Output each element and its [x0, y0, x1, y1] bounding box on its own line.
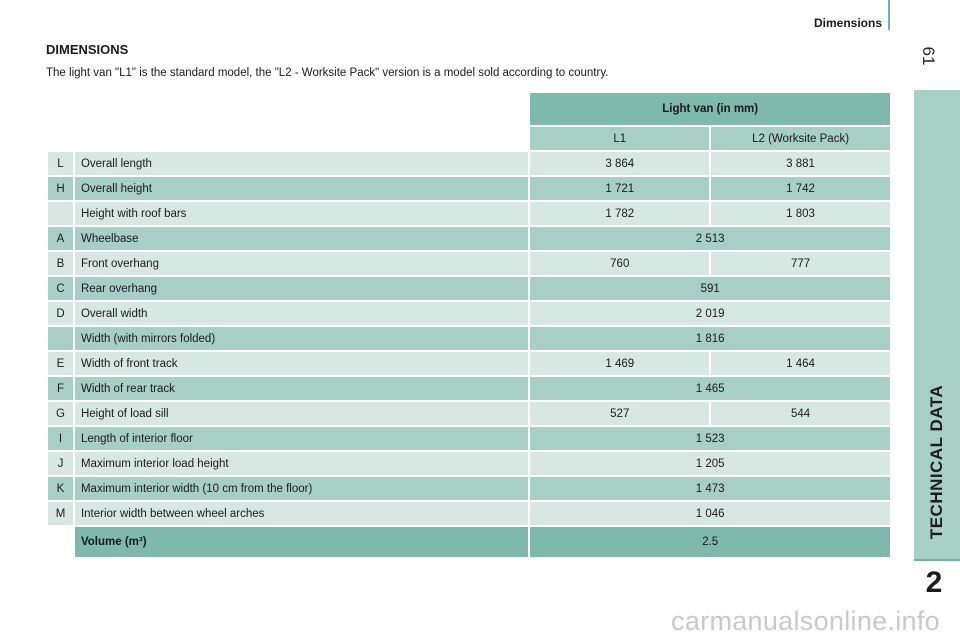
dimension-code: D: [47, 301, 74, 326]
running-head: Dimensions: [813, 16, 882, 30]
dimension-code: [47, 326, 74, 351]
dimension-description: Overall width: [74, 301, 529, 326]
dimension-value-l1: 527: [529, 401, 710, 426]
dimension-value-shared: 1 523: [529, 426, 891, 451]
dimension-description: Width of front track: [74, 351, 529, 376]
dimension-description: Front overhang: [74, 251, 529, 276]
dimension-value-shared: 1 046: [529, 501, 891, 526]
dimension-value-l2: 1 742: [710, 176, 891, 201]
table-row: [47, 401, 891, 426]
dimension-description: Maximum interior load height: [74, 451, 529, 476]
page-number: 61: [919, 46, 938, 66]
dimension-value-l2: 777: [710, 251, 891, 276]
dimension-value-l1: 1 721: [529, 176, 710, 201]
dimension-description: Overall length: [74, 151, 529, 176]
dimension-code: K: [47, 476, 74, 501]
table-row: [47, 376, 891, 401]
chapter-number: 2: [925, 566, 943, 599]
table-row: [47, 301, 891, 326]
dimension-description: Wheelbase: [74, 226, 529, 251]
dimension-value-l2: 544: [710, 401, 891, 426]
dimension-code: G: [47, 401, 74, 426]
volume-value: 2.5: [529, 526, 891, 558]
dimension-value-shared: 1 473: [529, 476, 891, 501]
dimension-description: Height with roof bars: [74, 201, 529, 226]
group-header-light-van: Light van (in mm): [529, 92, 891, 126]
dimension-value-shared: 2 019: [529, 301, 891, 326]
dimension-description: Width of rear track: [74, 376, 529, 401]
dimension-value-l2: 1 803: [710, 201, 891, 226]
dimension-value-shared: 2 513: [529, 226, 891, 251]
table-row: [47, 201, 891, 226]
dimension-description: Overall height: [74, 176, 529, 201]
volume-code-spacer: [47, 526, 74, 558]
watermark-text: carmanualsonline.info: [671, 606, 940, 636]
table-row: [47, 226, 891, 251]
dimension-code: I: [47, 426, 74, 451]
dimension-code: B: [47, 251, 74, 276]
table-group-header-row: [47, 92, 891, 126]
dimension-code: E: [47, 351, 74, 376]
section-title: DIMENSIONS: [46, 42, 129, 57]
table-row: [47, 451, 891, 476]
chapter-tab-rule: [914, 559, 960, 561]
column-header-l2: L2 (Worksite Pack): [710, 126, 891, 151]
dimension-value-shared: 1 816: [529, 326, 891, 351]
dimension-code: F: [47, 376, 74, 401]
header-rule: [888, 0, 890, 30]
dimension-description: Length of interior floor: [74, 426, 529, 451]
dimension-description: Height of load sill: [74, 401, 529, 426]
dimension-code: L: [47, 151, 74, 176]
dimension-code: J: [47, 451, 74, 476]
table-row: [47, 476, 891, 501]
volume-label: Volume (m³): [74, 526, 529, 558]
table-row: [47, 276, 891, 301]
dimension-value-shared: 1 465: [529, 376, 891, 401]
volume-row: [47, 526, 891, 558]
table-row: [47, 426, 891, 451]
table-row: [47, 501, 891, 526]
dimension-code: H: [47, 176, 74, 201]
dimension-value-l1: 760: [529, 251, 710, 276]
dimension-description: Interior width between wheel arches: [74, 501, 529, 526]
section-intro: The light van "L1" is the standard model, the "L2 - Worksite Pack" version is a model sold according to country.: [46, 67, 609, 79]
dimension-description: Width (with mirrors folded): [74, 326, 529, 351]
table-row: [47, 176, 891, 201]
dimension-description: Maximum interior width (10 cm from the floor): [74, 476, 529, 501]
table-row: [47, 151, 891, 176]
dimension-value-shared: 591: [529, 276, 891, 301]
dimension-code: C: [47, 276, 74, 301]
table-row: [47, 251, 891, 276]
column-header-l1: L1: [529, 126, 710, 151]
table-subheader-spacer: [47, 126, 529, 151]
dimension-code: A: [47, 226, 74, 251]
table-column-header-row: [47, 126, 891, 151]
dimension-value-shared: 1 205: [529, 451, 891, 476]
dimension-value-l1: 1 469: [529, 351, 710, 376]
dimension-code: M: [47, 501, 74, 526]
dimension-description: Rear overhang: [74, 276, 529, 301]
dimensions-table: [46, 91, 892, 559]
dimension-value-l1: 3 864: [529, 151, 710, 176]
dimension-value-l2: 3 881: [710, 151, 891, 176]
table-row: [47, 351, 891, 376]
dimension-value-l2: 1 464: [710, 351, 891, 376]
table-header-spacer: [47, 92, 529, 126]
dimension-value-l1: 1 782: [529, 201, 710, 226]
chapter-tab-label: TECHNICAL DATA: [927, 384, 946, 540]
dimension-code: [47, 201, 74, 226]
table-row: [47, 326, 891, 351]
